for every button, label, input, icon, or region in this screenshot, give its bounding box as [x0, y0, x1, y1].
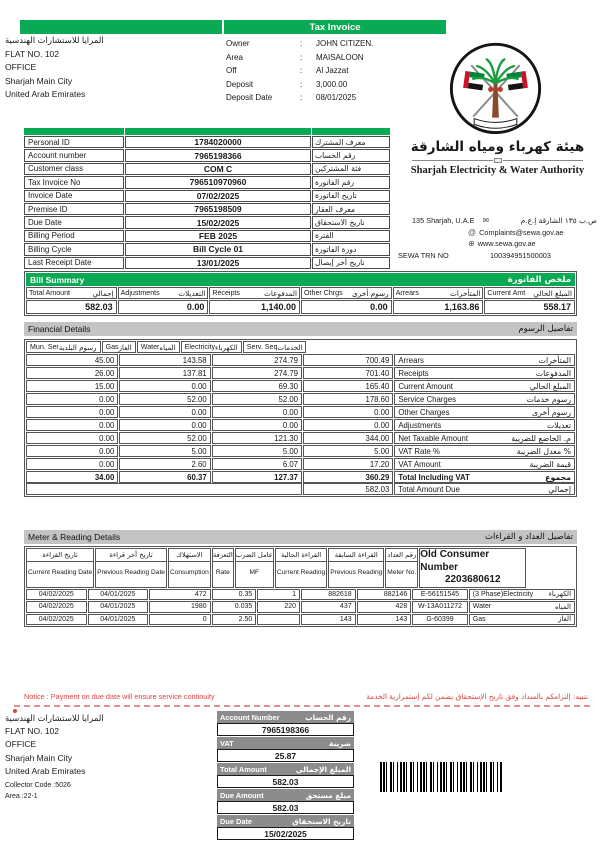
- authority-address-row: [398, 215, 597, 227]
- stub-label-arabic: المبلغ الإجمالي: [295, 764, 351, 774]
- address-line: OFFICE: [5, 62, 37, 72]
- table-row: 45.00 143.58 274.79 700.49 Arrears المتأخرات: [26, 354, 575, 366]
- table-row: 04/02/2025 04/01/2025 0 2.50 143 143 G-60399 Gas الغاز: [26, 614, 575, 626]
- authority-name-arabic: هيئة كهرباء ومياه الشارقة: [410, 139, 585, 155]
- trn-value: 100394951500003: [490, 250, 551, 260]
- address-line: OFFICE: [5, 739, 37, 750]
- stub-row: [217, 815, 354, 840]
- owner-info-value: MAISALOON: [316, 52, 364, 62]
- column-header: تاريخ أخر قراءة Previous Reading Date: [95, 548, 167, 588]
- colon: :: [300, 66, 303, 75]
- column-header: Current Amt المبلغ الحالي: [484, 287, 575, 299]
- authority-email-row: [468, 227, 597, 239]
- bill-summary-titlebar: [26, 273, 575, 286]
- table-row: [24, 149, 390, 161]
- row-label: Invoice Date: [24, 190, 124, 202]
- stub-value: 7965198366: [217, 723, 354, 736]
- stub-label-en: Due Date: [220, 816, 253, 826]
- table-row: 0.00 0.00 0.00 0.00 Other Charges رسوم أخرى: [26, 406, 575, 418]
- stub-label-en: VAT: [220, 738, 234, 748]
- row-value: FEB 2025: [125, 230, 311, 242]
- summary-value: 0.00: [118, 300, 209, 314]
- financial-details-title: Financial Details: [28, 324, 91, 334]
- owner-info-row: [226, 78, 373, 92]
- meter-reading-title-arabic: تفاصيل العداد و القراءات: [484, 532, 573, 542]
- row-label: Tax Invoice No: [24, 176, 124, 188]
- stub-label-en: Total Amount: [220, 764, 267, 774]
- bill-summary-title-arabic: ملخص الفاتورة: [507, 274, 571, 285]
- area-code: Area :22-1: [5, 792, 38, 800]
- meter-reading-title: Meter & Reading Details: [28, 532, 121, 542]
- meter-rows: [26, 589, 575, 626]
- owner-info-label: Area: [226, 52, 243, 62]
- authority-address-ar: ص.ب ١٣٥ الشارقة إ.ع.م: [520, 216, 597, 225]
- address-line: Sharjah Main City: [5, 752, 73, 763]
- table-row: 0.00 52.00 121.30 344.00 Net Taxable Amount م. الخاضع للضريبة: [26, 432, 575, 444]
- table-row: 15.00 0.00 69.30 165.40 Current Amount المبلغ الحالي: [26, 380, 575, 392]
- address-line: United Arab Emirates: [5, 89, 86, 99]
- address-line: المرايا للاستشارات الهندسية: [5, 35, 104, 45]
- notice-text-arabic: تنبيه: إلتزامكم بالسداد وفق تاريخ الإستحقاق يضمن لكم إستمرارية الخدمة: [366, 692, 588, 701]
- account-table-rows: [24, 136, 390, 269]
- column-header: القراءة الحالية Current Reading: [275, 548, 327, 588]
- column-header: Adjustments التعديلات: [118, 287, 209, 299]
- owner-info-label: Deposit: [226, 79, 254, 89]
- authority-website: www.sewa.gov.ae: [477, 239, 536, 248]
- column-header: Electricity الكهرباء: [181, 341, 242, 353]
- stub-label-arabic: رقم الحساب: [305, 712, 351, 722]
- address-line: FLAT NO. 102: [5, 48, 60, 59]
- table-row: [24, 243, 390, 255]
- row-value: 7965198509: [125, 203, 311, 215]
- owner-info-row: [226, 91, 373, 105]
- row-value: 796510970960: [125, 176, 311, 188]
- total-due-value: 582.03: [303, 483, 393, 495]
- page-title: Tax Invoice: [224, 20, 446, 34]
- collector-code: Collector Code :5026: [5, 782, 71, 789]
- owner-info-label: Owner: [226, 39, 250, 48]
- column-header: Mun. Ser رسوم البلدية: [26, 341, 101, 353]
- account-table: [24, 128, 390, 270]
- column-header: Gas الغاز: [102, 341, 136, 353]
- row-label: Billing Period: [24, 230, 124, 242]
- stub-meta: [5, 781, 71, 802]
- address-line: Sharjah Main City: [5, 75, 73, 86]
- sewa-emblem-logo: [447, 38, 544, 137]
- summary-value: 1,140.00: [209, 300, 300, 314]
- owner-info-value: Al Jazzat: [316, 66, 349, 75]
- stub-label-en: Due Amount: [220, 790, 264, 800]
- owner-info-value: 3,000.00: [316, 79, 348, 89]
- table-row: 0.00 52.00 52.00 178.60 Service Charges رسوم خدمات: [26, 393, 575, 405]
- stub-row: [217, 737, 354, 762]
- owner-info-row: [226, 37, 373, 51]
- financial-details-titlebar: [24, 322, 577, 336]
- owner-info-label: Off: [226, 66, 237, 75]
- stub-value: 582.03: [217, 775, 354, 788]
- column-header: تاريخ القراءة Current Reading Date: [26, 548, 94, 588]
- colon: :: [300, 39, 303, 48]
- colon: :: [300, 79, 303, 89]
- column-header: Receipts المدفوعات: [209, 287, 300, 299]
- column-header: التعرفة Rate: [212, 548, 234, 588]
- table-row: [24, 216, 390, 228]
- owner-info-value: 08/01/2025: [316, 93, 357, 102]
- total-due-label-arabic: إجمالي: [548, 484, 571, 494]
- table-row: 0.00 5.00 5.00 5.00 VAT Rate % معدل الضريبة %: [26, 445, 575, 457]
- stub-row: [217, 763, 354, 788]
- column-header: Total Amount إجمالي: [26, 287, 117, 299]
- summary-value: 558.17: [484, 300, 575, 314]
- financial-details-table: [24, 339, 577, 497]
- at-icon: @: [468, 227, 477, 237]
- column-header: عامل الضرب MF: [235, 548, 274, 588]
- row-value: Bill Cycle 01: [125, 243, 311, 255]
- bill-summary-title: Bill Summary: [30, 274, 85, 285]
- divider: [412, 158, 583, 163]
- authority-block: [398, 139, 597, 176]
- stub-value: 15/02/2025: [217, 827, 354, 840]
- old-consumer-number: Old Consumer Number 2203680612: [419, 548, 526, 588]
- row-value: COM C: [125, 163, 311, 175]
- address-line: United Arab Emirates: [5, 765, 86, 776]
- stub-value: 25.87: [217, 749, 354, 762]
- header-bar: [20, 20, 446, 34]
- authority-email: Complaints@sewa.gov.ae: [479, 227, 564, 237]
- header-bar-left: [20, 20, 222, 34]
- table-row: [24, 136, 390, 148]
- meter-reading-section: [24, 530, 577, 627]
- owner-info-value: JOHN CITIZEN.: [316, 39, 374, 48]
- row-value: 15/02/2025: [125, 216, 311, 228]
- authority-website-row: [468, 238, 597, 250]
- table-row: [24, 203, 390, 215]
- row-value: 7965198366: [125, 149, 311, 161]
- column-header: الاستهلاك Consumption: [168, 548, 211, 588]
- row-label-arabic: دورة الفاتورة: [312, 243, 390, 255]
- summary-value: 582.03: [26, 300, 117, 314]
- row-label-arabic: معرف المشترك: [312, 136, 390, 148]
- row-label-arabic: رقم الحساب: [312, 149, 390, 161]
- stub-value: 582.03: [217, 801, 354, 814]
- owner-info-row: [226, 64, 373, 78]
- table-row: 04/02/2025 04/01/2025 1980 0.035 220 437 428 W-13A011272 Water المياه: [26, 601, 575, 613]
- globe-icon: ⊕: [468, 239, 475, 248]
- column-header: Other Chrgs رسوم أخرى: [301, 287, 392, 299]
- address-line: المرايا للاستشارات الهندسية: [5, 713, 104, 723]
- row-label-arabic: تاريخ أخر إيصال: [312, 257, 390, 269]
- bill-summary-values: [26, 300, 575, 314]
- row-label: Personal ID: [24, 136, 124, 148]
- owner-info-label: Deposit Date: [226, 93, 273, 102]
- table-row: [24, 190, 390, 202]
- column-header: رقم العداد Meter No.: [385, 548, 418, 588]
- table-row: 04/02/2025 04/01/2025 472 0.35 1 882618 882146 E-56151545 (3 Phase)Electricity الكهرباء: [26, 589, 575, 601]
- financial-header-row: [26, 341, 575, 353]
- authority-contact: [398, 215, 597, 261]
- row-label: Account number: [24, 149, 124, 161]
- stub-row: [217, 711, 354, 736]
- table-row: [24, 230, 390, 242]
- row-label-arabic: معرف العقار: [312, 203, 390, 215]
- row-label-arabic: تاريخ الفاتورة: [312, 190, 390, 202]
- owner-info-row: [226, 51, 373, 65]
- row-label: Due Date: [24, 216, 124, 228]
- summary-value: 0.00: [301, 300, 392, 314]
- table-row: [24, 163, 390, 175]
- summary-value: 1,163.86: [393, 300, 484, 314]
- table-row: [24, 176, 390, 188]
- row-label-arabic: رقم الفاتورة: [312, 176, 390, 188]
- trn-row: [398, 250, 597, 262]
- meter-reading-titlebar: [24, 530, 577, 544]
- row-value: 1784020000: [125, 136, 311, 148]
- row-value: 07/02/2025: [125, 190, 311, 202]
- table-row: 0.00 0.00 0.00 0.00 Adjustments تعديلات: [26, 419, 575, 431]
- stub-row: [217, 789, 354, 814]
- row-label-arabic: فئة المشتركين: [312, 163, 390, 175]
- total-due-label: Total Amount Due: [398, 484, 460, 494]
- row-label: Billing Cycle: [24, 243, 124, 255]
- table-row: 34.00 60.37 127.37 360.29 Total Including VAT مجموع: [26, 471, 575, 483]
- meter-table: [24, 546, 577, 627]
- row-label-arabic: تاريخ الاستحقاق: [312, 216, 390, 228]
- customer-address: [5, 34, 104, 102]
- total-amount-due-row: [26, 483, 575, 495]
- stub-customer-address: [5, 712, 104, 778]
- table-row: [24, 257, 390, 269]
- payment-stub: [217, 711, 354, 841]
- colon: :: [300, 52, 303, 62]
- trn-label: SEWA TRN NO: [398, 250, 449, 260]
- owner-info: [226, 37, 373, 105]
- financial-rows: [26, 354, 575, 483]
- bill-summary-headers: [26, 287, 575, 299]
- row-label-arabic: الفترة: [312, 230, 390, 242]
- address-line: FLAT NO. 102: [5, 726, 60, 737]
- authority-address-en: 135 Sharjah, U.A.E: [412, 216, 475, 225]
- bill-summary-section: [24, 271, 577, 316]
- envelope-icon: ✉: [482, 216, 490, 225]
- barcode: [380, 762, 502, 792]
- stub-label-arabic: مبلغ مستحق: [305, 790, 351, 800]
- row-value: 13/01/2025: [125, 257, 311, 269]
- financial-details-section: [24, 322, 577, 497]
- meter-header-row: [26, 548, 575, 588]
- column-header: Serv. Seq الخدمات: [243, 341, 307, 353]
- column-header: Arrears المتأخرات: [393, 287, 484, 299]
- payment-notice: [24, 692, 588, 701]
- stub-label-arabic: تاريخ الاستحقاق: [292, 816, 351, 826]
- tear-off-dashed-line: [14, 705, 590, 707]
- authority-name-english: Sharjah Electricity & Water Authority: [410, 165, 585, 176]
- row-label: Last Receipt Date: [24, 257, 124, 269]
- stub-label-arabic: ضريبة: [328, 738, 351, 748]
- column-header: القراءة السابقة Previous Reading: [328, 548, 384, 588]
- financial-details-title-arabic: تفاصيل الرسوم: [518, 324, 573, 334]
- notice-text-en: Notice : Payment on due date will ensure service continuity: [24, 692, 215, 701]
- account-table-header: [24, 128, 390, 135]
- row-label: Premise ID: [24, 203, 124, 215]
- stub-label-en: Account Number: [220, 712, 280, 722]
- colon: :: [300, 93, 303, 102]
- table-row: 0.00 2.60 6.07 17.20 VAT Amount قيمة الضريبة: [26, 458, 575, 470]
- table-row: 26.00 137.81 274.79 701.40 Receipts المدفوعات: [26, 367, 575, 379]
- row-label: Customer class: [24, 163, 124, 175]
- column-header: Water المياه: [137, 341, 180, 353]
